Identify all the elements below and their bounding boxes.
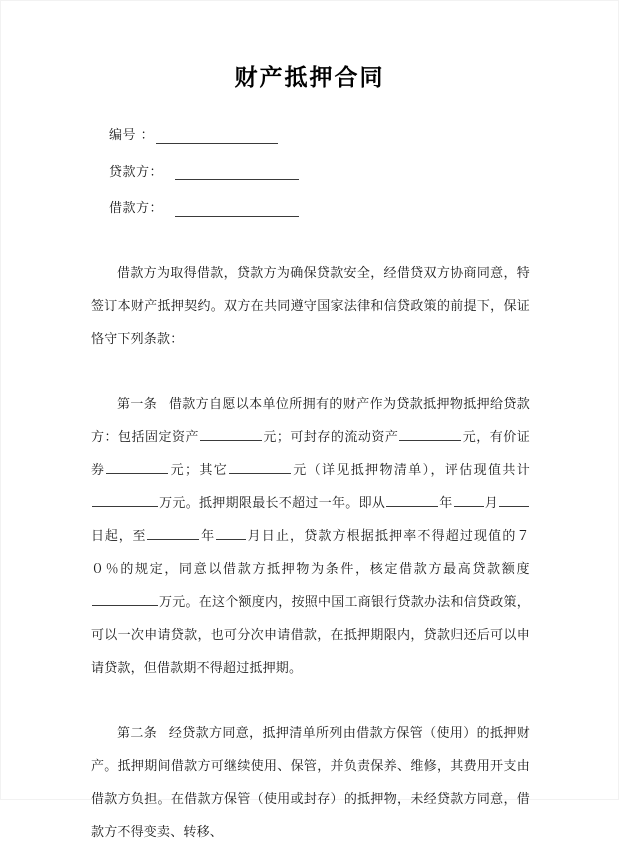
field-row-number [109,128,618,144]
blank-max-loan-quota[interactable] [92,591,158,606]
header-fields [1,128,618,217]
article-one-seg-1: 元；可封存的流动资产 [263,429,399,445]
article-one-seg-8: 日起，至 [91,528,147,544]
article-one-seg-4: 元（详见抵押物清单），评估现值共计 [292,462,530,478]
article-one-seg-11: 万元。在这个额度内，按照中国工商银行贷款办法和信贷政策，可以一次申请贷款，也可分次申请借款，在抵押期限内，贷款归还后可以申请贷款，但借款期不得超过抵押期。 [91,594,530,676]
article-one-seg-0: 借款方自愿以本单位所拥有的财产作为贷款抵押物抵押给贷款方：包括固定资产 [91,396,530,445]
article-one-seg-6: 年 [439,495,453,511]
blank-current-assets[interactable] [399,426,461,441]
blank-securities[interactable] [106,459,168,474]
article-one-seg-9: 年 [200,528,215,544]
article-one-seg-7: 月 [484,495,499,511]
field-label-lender: 贷款方： [109,164,164,180]
article-two-text: 经贷款方同意，抵押清单所列由借款方保管（使用）的抵押财产。抵押期间借款方可继续使用、保管，并负责保养、维修，其费用开支由借款方负担。在借款方保管（使用或封存）的抵押物，未经贷款方同意，借款方不得变卖、转移、 [91,725,530,840]
blank-fixed-assets[interactable] [200,426,262,441]
document-body [1,257,618,849]
preamble-paragraph: 借款方为取得借款，贷款方为确保贷款安全，经借贷双方协商同意，特签订本财产抵押契约。双方在共同遵守国家法律和信贷政策的前提下，保证恪守下列条款： [91,265,530,347]
blank-end-year[interactable] [147,525,199,540]
article-two [91,717,530,849]
article-one-seg-5: 万元。抵押期限最长不超过一年。即从 [159,495,386,511]
field-input-lender[interactable] [175,166,299,180]
field-label-number: 编号 ： [109,128,155,144]
field-input-number[interactable] [156,130,278,144]
article-one-seg-2: 元，有价证券 [91,429,530,478]
article-one-label: 第一条 [117,396,158,412]
field-row-borrower [109,201,618,217]
blank-start-year[interactable] [386,492,438,507]
blank-end-month[interactable] [216,525,246,540]
blank-start-month[interactable] [454,492,484,507]
blank-other-assets[interactable] [229,459,291,474]
field-input-borrower[interactable] [175,203,299,217]
field-label-borrower: 借款方： [109,201,164,217]
blank-start-day[interactable] [499,492,529,507]
article-one-seg-3: 元；其它 [169,462,229,478]
blank-appraised-value[interactable] [92,492,158,507]
article-one-seg-10: 月日止，贷款方根据抵押率不得超过现值的７０％的规定，同意以借款方抵押物为条件，核定借款方最高贷款额度 [91,528,530,577]
article-two-label: 第二条 [117,725,158,741]
page-title: 财产抵押合同 [234,65,385,91]
field-row-lender [109,165,618,181]
article-one [91,388,530,685]
